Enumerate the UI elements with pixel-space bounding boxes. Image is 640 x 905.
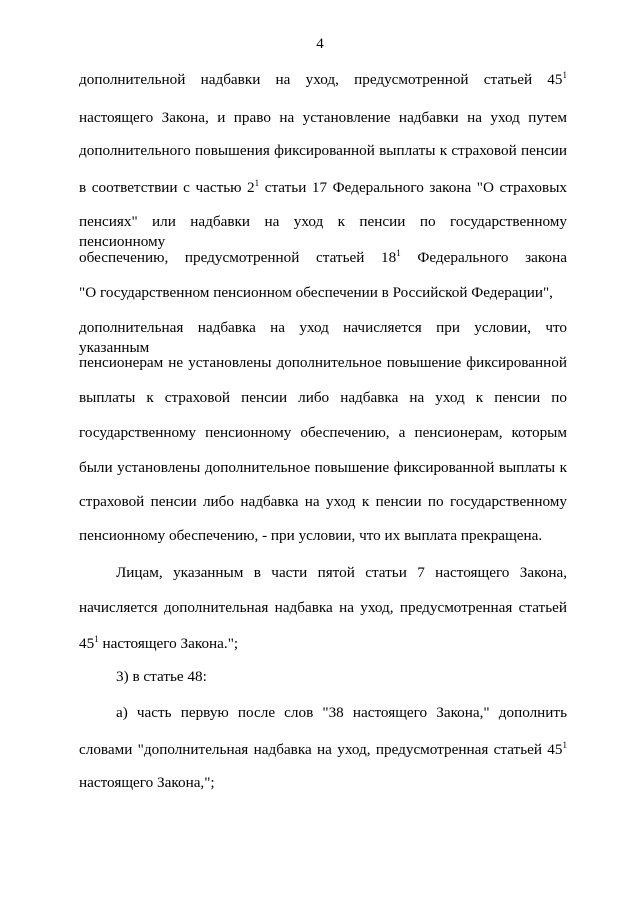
text-line: в соответствии с частью $2^1$ статьи 17 Федерального закона "О страховых	[79, 178, 567, 196]
text-line: обеспечению, предусмотренной статьей $18^1$ Федерального закона	[79, 248, 567, 266]
text-line: Лицам, указанным в части пятой статьи 7 настоящего Закона,	[116, 564, 567, 581]
text-line: государственному пенсионному обеспечению, а пенсионерам, которым	[79, 424, 567, 441]
text-line: дополнительная надбавка на уход начисляется при условии, что указанным	[79, 319, 567, 356]
text-line: начисляется дополнительная надбавка на уход, предусмотренная статьей	[79, 599, 567, 616]
text-line: дополнительного повышения фиксированной выплаты к страховой пенсии	[79, 142, 567, 159]
text-line: словами "дополнительная надбавка на уход, предусмотренная статьей $45^1$	[79, 740, 567, 758]
text-line: пенсионерам не установлены дополнительное повышение фиксированной	[79, 354, 567, 371]
page-number: 4	[316, 36, 324, 52]
text-line: $45^1$ настоящего Закона.";	[79, 634, 239, 652]
text-line: пенсионному обеспечению, - при условии, что их выплата прекращена.	[79, 527, 543, 544]
text-line: пенсиях" или надбавки на уход к пенсии по государственному пенсионному	[79, 213, 567, 250]
text-line: 3) в статье 48:	[116, 668, 207, 685]
text-line: настоящего Закона, и право на установление надбавки на уход путем	[79, 109, 567, 126]
text-line: дополнительной надбавки на уход, предусмотренной статьей $45^1$	[79, 70, 567, 88]
text-line: а) часть первую после слов "38 настоящего Закона," дополнить	[116, 704, 567, 721]
text-line: были установлены дополнительное повышение фиксированной выплаты к	[79, 459, 567, 476]
text-line: страховой пенсии либо надбавка на уход к пенсии по государственному	[79, 493, 567, 510]
text-line: настоящего Закона,";	[79, 774, 215, 791]
text-line: выплаты к страховой пенсии либо надбавка на уход к пенсии по	[79, 389, 567, 406]
text-line: "О государственном пенсионном обеспечении в Российской Федерации",	[79, 284, 553, 301]
